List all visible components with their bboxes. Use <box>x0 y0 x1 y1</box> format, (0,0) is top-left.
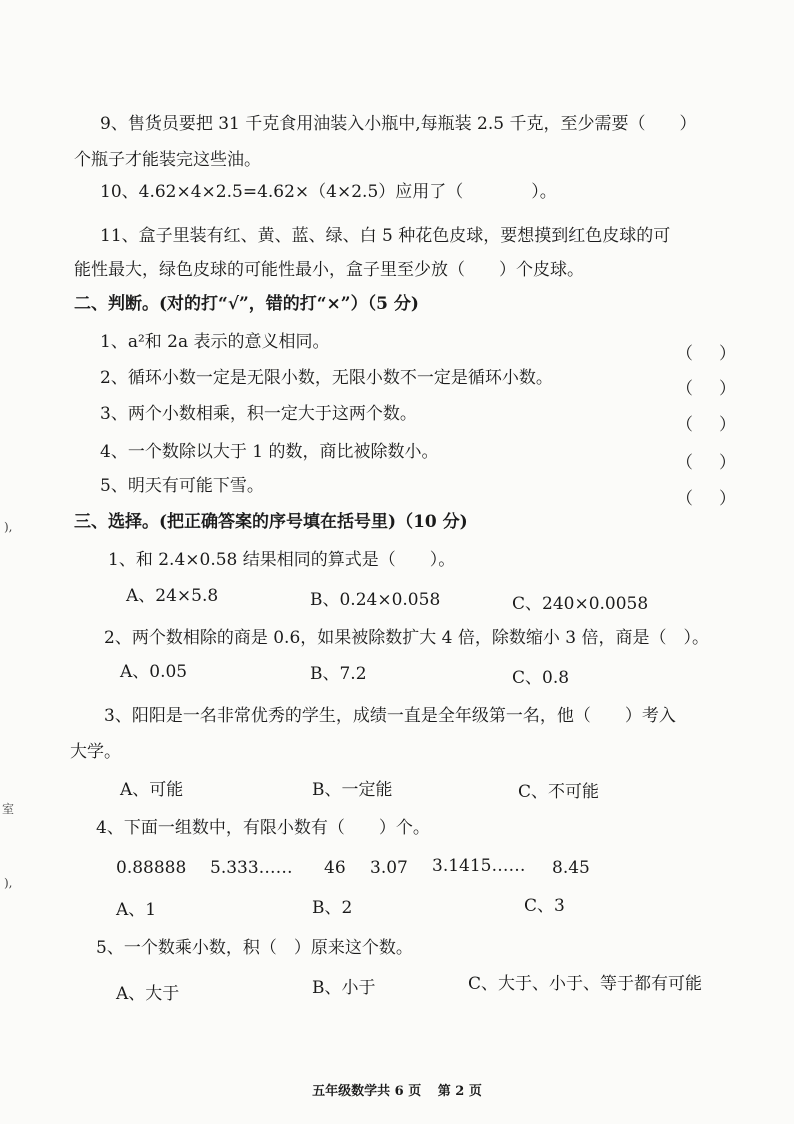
choice-q5-option-b: B、小于 <box>312 978 376 998</box>
choice-q5-option-a: A、大于 <box>116 984 180 1004</box>
choice-q3-option-a: A、可能 <box>120 780 184 800</box>
page-footer <box>0 1080 794 1099</box>
choice-q1-stem: 1、和 2.4×0.58 结果相同的算式是（ ）。 <box>108 550 456 570</box>
choice-q3-option-b: B、一定能 <box>312 780 393 800</box>
answer-parentheses: （ ） <box>676 415 736 435</box>
choice-q3-stem: 3、阳阳是一名非常优秀的学生，成绩一直是全年级第一名，他（ ）考入 <box>104 706 676 726</box>
number-item: 3.07 <box>370 858 408 878</box>
q10: 10、4.62×4×2.5=4.62×（4×2.5）应用了（ ）。 <box>100 182 557 202</box>
number-item: 8.45 <box>552 858 590 878</box>
q11-line2: 能性最大，绿色皮球的可能性最小，盒子里至少放（ ）个皮球。 <box>74 260 584 280</box>
judge-item: 5、明天有可能下雪。 <box>100 476 264 496</box>
answer-parentheses: （ ） <box>676 379 736 399</box>
q11-line1: 11、盒子里装有红、黄、蓝、绿、白 5 种花色皮球，要想摸到红色皮球的可 <box>100 226 671 246</box>
choice-q3-option-c: C、不可能 <box>518 782 600 802</box>
choice-q2-option-c: C、0.8 <box>512 668 570 688</box>
choice-q2-option-b: B、7.2 <box>310 664 367 684</box>
choice-q2-stem: 2、两个数相除的商是 0.6，如果被除数扩大 4 倍，除数缩小 3 倍，商是（ ）。 <box>104 628 710 648</box>
q9-line2: 个瓶子才能装完这些油。 <box>74 150 261 170</box>
judge-item: 3、两个小数相乘，积一定大于这两个数。 <box>100 404 417 424</box>
choice-q2-option-a: A、0.05 <box>120 662 188 682</box>
number-item: 0.88888 <box>116 858 187 878</box>
q9-line1: 9、售货员要把 31 千克食用油装入小瓶中,每瓶装 2.5 千克，至少需要（ ） <box>100 114 697 134</box>
judge-item: 1、a²和 2a 表示的意义相同。 <box>100 332 330 352</box>
margin-mark: ), <box>4 876 13 890</box>
number-item: 46 <box>324 858 346 878</box>
answer-parentheses: （ ） <box>676 489 736 509</box>
choice-q4-option-a: A、1 <box>116 900 157 920</box>
margin-mark: 室 <box>2 802 15 816</box>
judge-item: 2、循环小数一定是无限小数，无限小数不一定是循环小数。 <box>100 368 553 388</box>
choice-q5-option-c: C、大于、小于、等于都有可能 <box>468 974 703 994</box>
choice-q4-stem: 4、下面一组数中，有限小数有（ ）个。 <box>96 818 430 838</box>
choice-q1-option-b: B、0.24×0.058 <box>310 590 441 610</box>
margin-mark: ), <box>4 520 13 534</box>
footer-total-pages: 五年级数学共 6 页 <box>312 1084 422 1099</box>
choice-q4-option-b: B、2 <box>312 898 353 918</box>
answer-parentheses: （ ） <box>676 453 736 473</box>
answer-parentheses: （ ） <box>676 344 736 364</box>
judge-item: 4、一个数除以大于 1 的数，商比被除数小。 <box>100 442 439 462</box>
choice-q3-stem-cont: 大学。 <box>70 742 121 762</box>
footer-page-number: 第 2 页 <box>437 1084 482 1099</box>
choice-q1-option-c: C、240×0.0058 <box>512 594 649 614</box>
choice-q4-option-c: C、3 <box>524 896 565 916</box>
choice-q1-option-a: A、24×5.8 <box>126 586 219 606</box>
number-item: 3.1415…… <box>432 856 526 876</box>
choice-q5-stem: 5、一个数乘小数，积（ ）原来这个数。 <box>96 938 413 958</box>
section-choice-heading: 三、选择。(把正确答案的序号填在括号里)（10 分) <box>74 512 468 532</box>
section-judge-heading: 二、判断。(对的打“√”，错的打“×”）（5 分) <box>74 294 419 314</box>
number-item: 5.333…… <box>210 858 293 878</box>
